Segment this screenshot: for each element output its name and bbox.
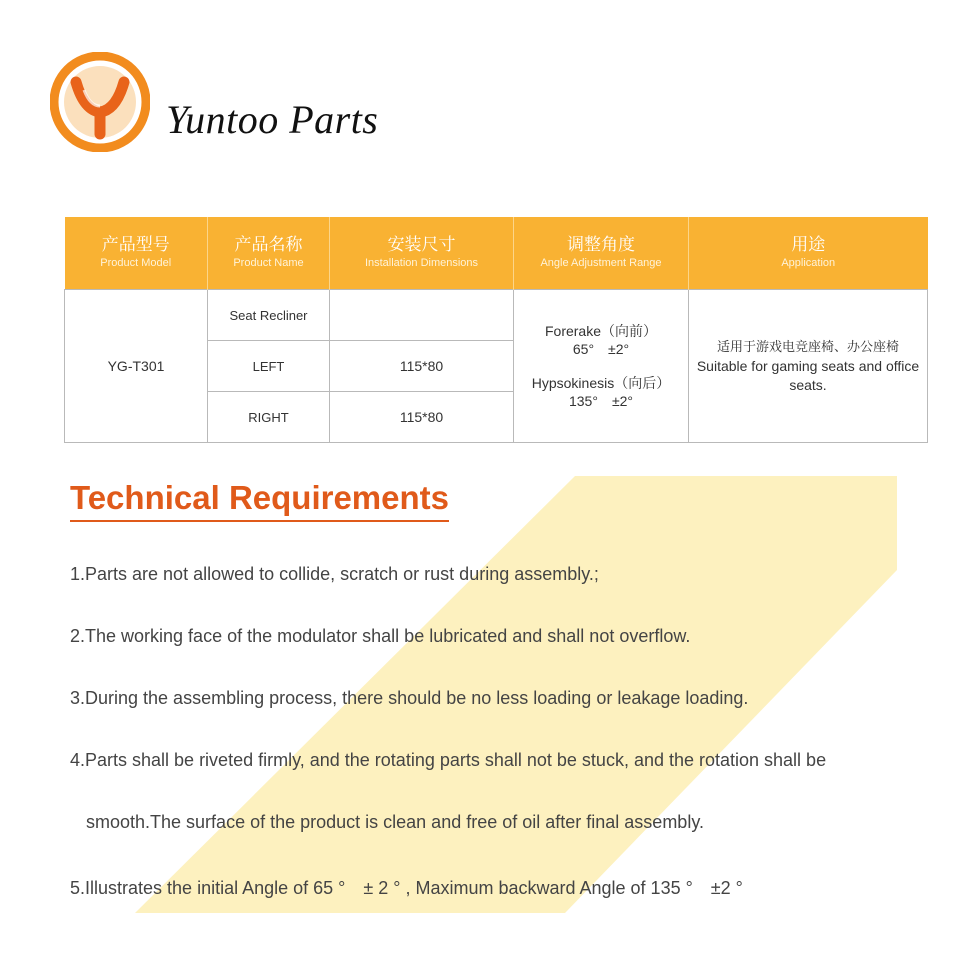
product-name-cell: RIGHT [208, 392, 330, 443]
requirement-item: 2.The working face of the modulator shall be lubricated and shall not overflow. [70, 626, 691, 646]
technical-requirements-title: Technical Requirements [70, 478, 449, 522]
forerake-value: 65° ±2° [572, 341, 630, 357]
header-product-name: 产品名称 Product Name [208, 217, 330, 290]
dimensions-cell: 115*80 [330, 392, 514, 443]
application-cell [689, 290, 928, 443]
table-header-row [65, 217, 928, 290]
application-en-line2: seats. [789, 376, 827, 393]
header-angle-adjustment: 调整角度 Angle Adjustment Range [514, 217, 689, 290]
header-application: 用途 Application [689, 217, 928, 290]
header-product-model: 产品型号 Product Model [65, 217, 208, 290]
brand-name: Yuntoo Parts [166, 97, 379, 142]
requirement-item: 4.Parts shall be riveted firmly, and the rotating parts shall not be stuck, and the rotation shall be [70, 750, 827, 770]
product-name-cell: Seat Recliner [208, 290, 330, 341]
dimensions-cell [330, 290, 514, 341]
product-name-cell: LEFT [208, 341, 330, 392]
forerake-label: Forerake（向前） [544, 323, 658, 339]
requirement-item-continued: smooth.The surface of the product is clean and free of oil after final assembly. [86, 812, 704, 832]
dimensions-cell: 115*80 [330, 341, 514, 392]
product-model-cell: YG-T301 [65, 290, 208, 443]
angle-range-cell [514, 290, 689, 443]
table-row [65, 290, 928, 341]
requirement-item: 3.During the assembling process, there should be no less loading or leakage loading. [70, 688, 749, 708]
application-en-line1: Suitable for gaming seats and office [696, 357, 920, 374]
requirement-item: 5.Illustrates the initial Angle of 65 ° ± 2 ° , Maximum backward Angle of 135 ° ±2 ° [70, 878, 743, 898]
application-zh: 适用于游戏电竞座椅、办公座椅 [716, 339, 899, 355]
hypsokinesis-value: 135° ±2° [568, 393, 634, 409]
requirement-item: 1.Parts are not allowed to collide, scratch or rust during assembly.; [70, 564, 599, 584]
yuntoo-logo-icon [50, 52, 150, 152]
specification-table [64, 217, 928, 443]
header-installation-dimensions: 安装尺寸 Installation Dimensions [330, 217, 514, 290]
hypsokinesis-label: Hypsokinesis（向后） [531, 375, 671, 391]
